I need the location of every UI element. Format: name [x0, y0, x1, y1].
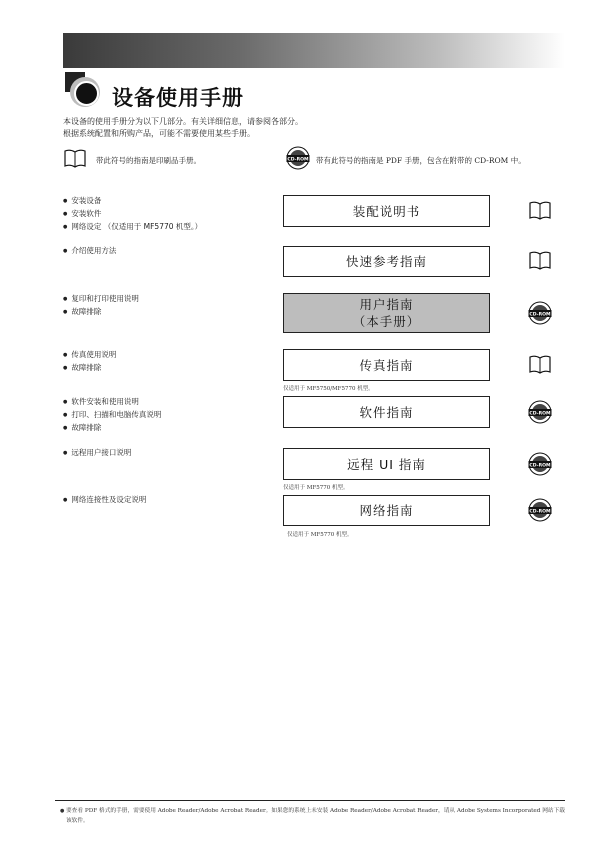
cd-rom-icon-label: CD-ROM: [529, 463, 551, 469]
manual-title: 软件指南: [359, 404, 414, 420]
intro-line: 本设备的使用手册分为以下几部分。有关详细信息，请参阅各部分。: [63, 117, 303, 126]
legend-print-manual: [63, 146, 201, 170]
topic-item: ● 远程用户接口说明: [63, 447, 131, 460]
manual-topics-list: [63, 293, 139, 319]
cd-rom-icon-label: CD-ROM: [529, 509, 551, 515]
topic-item: ● 复印和打印使用说明: [63, 293, 139, 306]
cd-rom-icon: [286, 146, 310, 170]
book-icon: [528, 248, 552, 272]
topic-item: ● 介绍使用方法: [63, 245, 116, 258]
legend-print-text: 带此符号的指南是印刷品手册。: [96, 156, 201, 165]
header-bar: [63, 33, 565, 68]
section-title-icon: [65, 72, 101, 108]
intro-line: 根据系统配置和所购产品，可能不需要使用某些手册。: [63, 129, 255, 138]
manual-title: 用户指南: [359, 297, 414, 312]
intro-text: [63, 116, 303, 140]
book-icon: [528, 352, 552, 376]
manual-setup-guide: [283, 195, 490, 227]
cd-rom-icon: [528, 452, 552, 476]
manual-note: 仅适用于 MF5750/MF5770 机型。: [283, 386, 374, 392]
topic-item: ● 安装设备: [63, 195, 202, 208]
topic-item: ● 故障排除: [63, 306, 139, 319]
book-icon: [63, 146, 87, 170]
legend-pdf-manual: [286, 146, 526, 170]
manual-topics-list: [63, 396, 161, 435]
topic-item: ● 软件安装和使用说明: [63, 396, 161, 409]
manual-software-guide: [283, 396, 490, 428]
topic-item: ● 网络连接性及设定说明: [63, 494, 146, 507]
manual-topics-list: [63, 195, 202, 234]
book-icon: [528, 198, 552, 222]
manual-title: 装配说明书: [352, 203, 421, 219]
manual-network-guide: [283, 495, 490, 526]
manual-title: 快速参考指南: [345, 254, 427, 269]
cd-rom-icon-label: CD-ROM: [287, 157, 309, 163]
cd-rom-icon: [528, 301, 552, 325]
topic-item: ● 网络设定 （仅适用于 MF5770 机型。）: [63, 221, 202, 234]
manual-remote-ui-guide: [283, 448, 490, 480]
manual-topics-list: [63, 349, 116, 375]
legend-pdf-text: 带有此符号的指南是 PDF 手册，包含在附带的 CD-ROM 中。: [316, 156, 526, 165]
manual-title: 远程 UI 指南: [347, 456, 426, 472]
manual-user-guide: [283, 293, 490, 333]
page-title: 设备使用手册: [112, 86, 244, 110]
manual-note: 仅适用于 MF5770 机型。: [287, 532, 353, 538]
manual-note: 仅适用于 MF5770 机型。: [283, 485, 349, 491]
manual-topics-list: [63, 447, 131, 460]
manual-title: 传真指南: [359, 357, 414, 373]
topic-item: ● 安装软件: [63, 208, 202, 221]
topic-item: ● 故障排除: [63, 362, 116, 375]
cd-rom-icon: [528, 400, 552, 424]
cd-rom-icon-label: CD-ROM: [529, 312, 551, 318]
manual-quick-reference: [283, 246, 490, 277]
cd-rom-icon: [528, 498, 552, 522]
cd-rom-icon-label: CD-ROM: [529, 411, 551, 417]
manual-topics-list: [63, 245, 116, 258]
manual-fax-guide: [283, 349, 490, 381]
topic-item: ● 打印、扫描和电脑传真说明: [63, 409, 161, 422]
footer-note: ● 要查看 PDF 格式的手册，需要使用 Adobe Reader/Adobe Acrobat Reader。如果您的系统上未安装 Adobe Reader/Adobe Acrobat Reader，请从 Adobe Systems Incorporated 网站下载该软件。: [66, 806, 566, 826]
manual-topics-list: [63, 494, 146, 507]
footer-divider: [55, 800, 565, 801]
manual-title: 网络指南: [359, 503, 414, 518]
manual-subtitle: （本手册）: [352, 314, 421, 329]
topic-item: ● 传真使用说明: [63, 349, 116, 362]
topic-item: ● 故障排除: [63, 422, 161, 435]
